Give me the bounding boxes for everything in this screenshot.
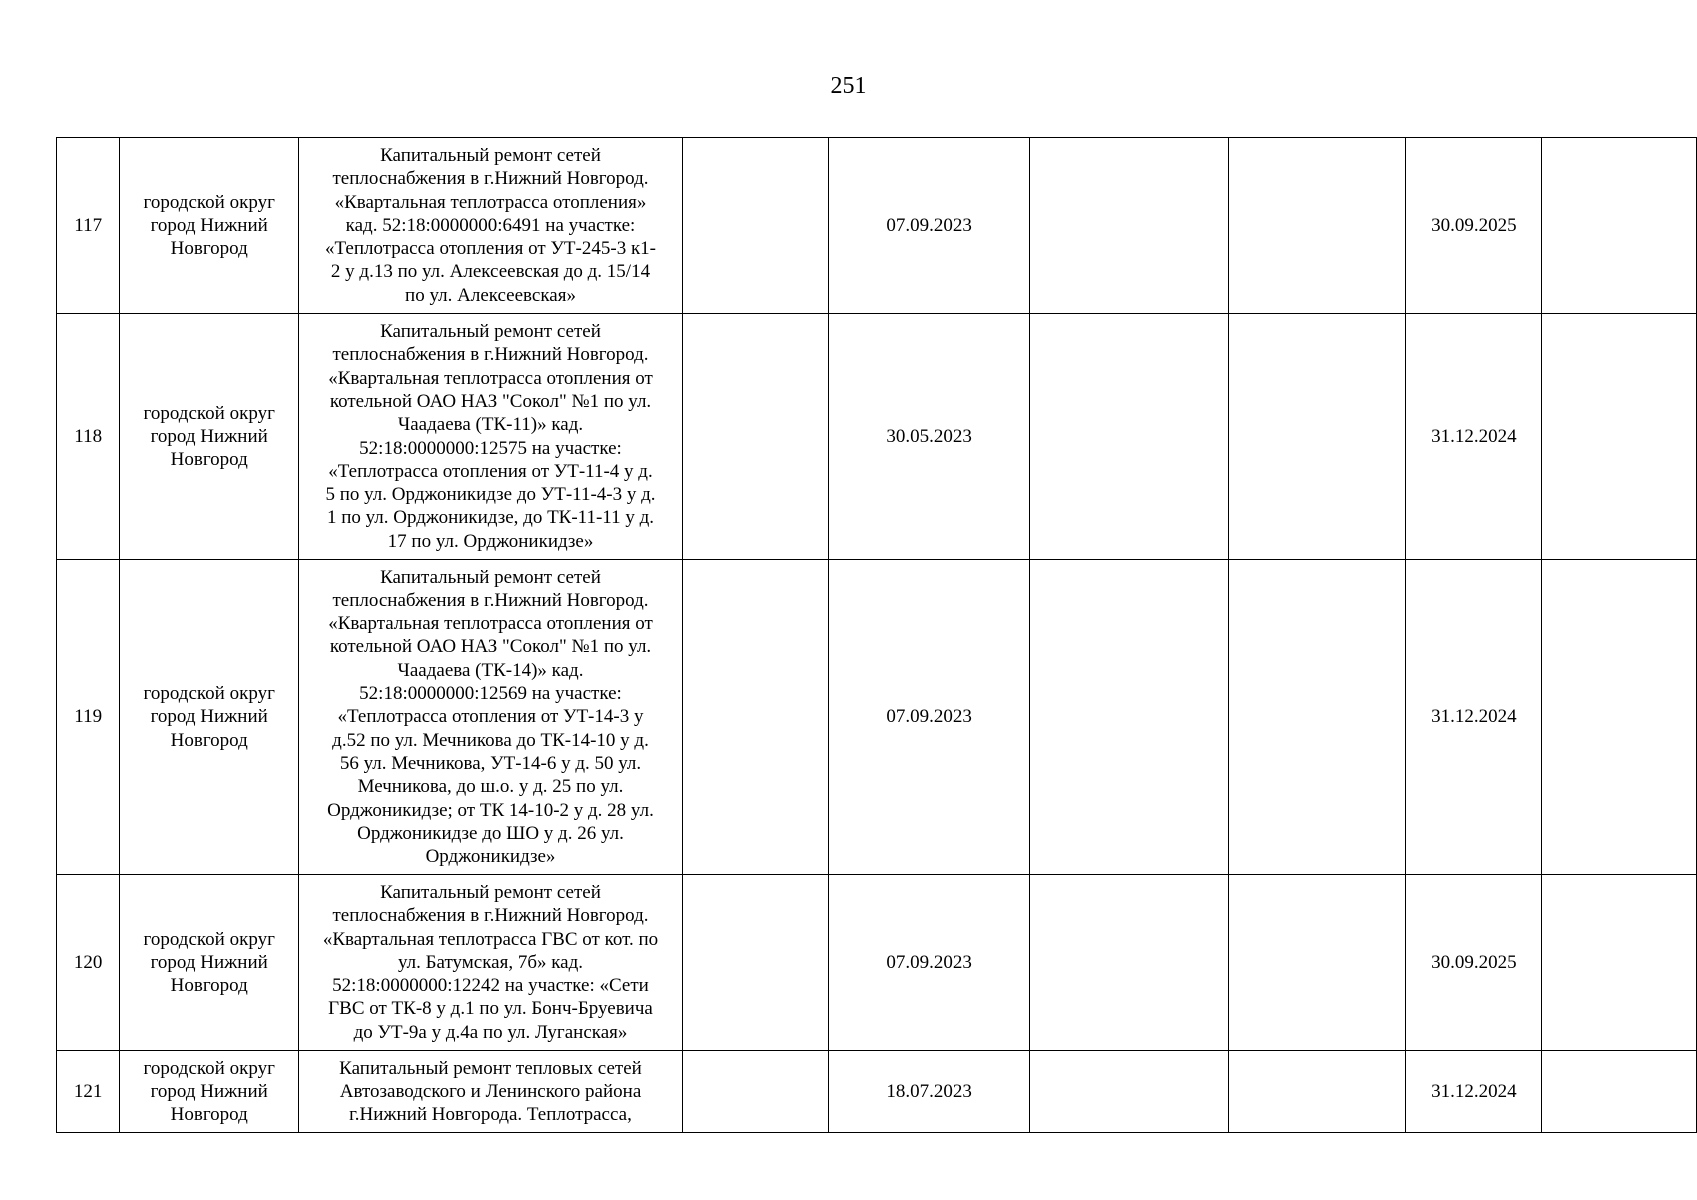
description-line: Капитальный ремонт сетей <box>380 321 601 343</box>
description-line: «Квартальная теплотрасса отопления от <box>328 613 653 635</box>
municipality-line: Новгород <box>170 1104 248 1126</box>
municipality-line: город Нижний <box>150 425 268 447</box>
municipality-cell <box>120 138 299 314</box>
description-line: котельной ОАО НАЗ "Сокол" №1 по ул. <box>329 390 652 412</box>
municipality-line: городской округ <box>143 683 275 705</box>
municipality-line: городской округ <box>143 402 275 424</box>
description-line: 52:18:0000000:12569 на участке: <box>359 683 622 705</box>
empty-cell <box>1228 875 1406 1051</box>
description-cell <box>299 314 683 560</box>
description-cell <box>299 138 683 314</box>
description-line: д.52 по ул. Мечникова до ТК-14-10 у д. <box>332 729 649 751</box>
empty-cell <box>682 560 828 875</box>
municipality-line: Новгород <box>170 449 248 471</box>
page-number: 251 <box>830 73 867 99</box>
description-line: 1 по ул. Орджоникидзе, до ТК-11-11 у д. <box>326 507 655 529</box>
description-line: «Теплотрасса отопления от УТ-14-3 у <box>337 706 644 728</box>
start-date-cell: 07.09.2023 <box>829 560 1030 875</box>
description-line: Капитальный ремонт сетей <box>380 881 601 903</box>
description-line: 17 по ул. Орджоникидзе» <box>387 530 594 552</box>
description-line: теплоснабжения в г.Нижний Новгород. <box>332 168 649 190</box>
description-line: Капитальный ремонт тепловых сетей <box>339 1057 642 1079</box>
empty-cell <box>1228 1051 1406 1133</box>
description-line: Орджоникидзе; от ТК 14-10-2 у д. 28 ул. <box>327 799 654 821</box>
table-row <box>57 1051 1697 1133</box>
description-line: 2 у д.13 по ул. Алексеевская до д. 15/14 <box>330 261 651 283</box>
municipality-line: город Нижний <box>150 1080 268 1102</box>
start-date-cell: 30.05.2023 <box>829 314 1030 560</box>
description-line: Капитальный ремонт сетей <box>380 144 601 166</box>
municipality-line: городской округ <box>143 928 275 950</box>
municipality-line: Новгород <box>170 729 248 751</box>
end-date-cell: 30.09.2025 <box>1406 138 1542 314</box>
empty-cell <box>682 314 828 560</box>
description-line: «Квартальная теплотрасса отопления» <box>334 191 647 213</box>
empty-cell <box>1030 138 1228 314</box>
description-line: теплоснабжения в г.Нижний Новгород. <box>332 344 649 366</box>
municipality-line: город Нижний <box>150 951 268 973</box>
description-line: Орджоникидзе» <box>425 846 556 868</box>
description-line: Орджоникидзе до ШО у д. 26 ул. <box>357 822 624 844</box>
description-line: Мечникова, до ш.о. у д. 25 по ул. <box>357 776 624 798</box>
description-line: г.Нижний Новгорода. Теплотрасса, <box>349 1104 632 1126</box>
description-line: 5 по ул. Орджоникидзе до УТ-11-4-3 у д. <box>325 484 656 506</box>
row-number-cell: 119 <box>57 560 120 875</box>
description-line: котельной ОАО НАЗ "Сокол" №1 по ул. <box>329 636 652 658</box>
municipality-line: город Нижний <box>150 214 268 236</box>
end-date-cell: 31.12.2024 <box>1406 1051 1542 1133</box>
start-date-cell: 07.09.2023 <box>829 138 1030 314</box>
municipality-cell <box>120 314 299 560</box>
empty-cell <box>1542 1051 1697 1133</box>
empty-cell <box>1542 875 1697 1051</box>
table-row <box>57 560 1697 875</box>
description-cell <box>299 560 683 875</box>
row-number-cell: 120 <box>57 875 120 1051</box>
table-row <box>57 138 1697 314</box>
empty-cell <box>1542 560 1697 875</box>
empty-cell <box>682 138 828 314</box>
empty-cell <box>1228 314 1406 560</box>
municipality-line: город Нижний <box>150 706 268 728</box>
municipality-line: Новгород <box>170 975 248 997</box>
row-number-cell: 118 <box>57 314 120 560</box>
description-line: 56 ул. Мечникова, УТ-14-6 у д. 50 ул. <box>339 752 642 774</box>
end-date-cell: 31.12.2024 <box>1406 314 1542 560</box>
description-cell <box>299 875 683 1051</box>
description-line: теплоснабжения в г.Нижний Новгород. <box>332 905 649 927</box>
municipality-cell <box>120 875 299 1051</box>
municipality-line: городской округ <box>143 191 275 213</box>
empty-cell <box>1542 138 1697 314</box>
start-date-cell: 18.07.2023 <box>829 1051 1030 1133</box>
description-line: «Квартальная теплотрасса отопления от <box>328 367 653 389</box>
empty-cell <box>1228 138 1406 314</box>
empty-cell <box>1228 560 1406 875</box>
empty-cell <box>1030 1051 1228 1133</box>
description-line: «Теплотрасса отопления от УТ-245-3 к1- <box>325 238 656 260</box>
empty-cell <box>682 875 828 1051</box>
description-line: Автозаводского и Ленинского района <box>339 1080 642 1102</box>
description-line: 52:18:0000000:12242 на участке: «Сети <box>332 975 649 997</box>
empty-cell <box>1030 314 1228 560</box>
description-line: 52:18:0000000:12575 на участке: <box>359 437 622 459</box>
row-number-cell: 121 <box>57 1051 120 1133</box>
row-number-cell: 117 <box>57 138 120 314</box>
table-row <box>57 875 1697 1051</box>
description-line: «Теплотрасса отопления от УТ-11-4 у д. <box>328 460 653 482</box>
empty-cell <box>1030 875 1228 1051</box>
description-line: Чаадаева (ТК-14)» кад. <box>397 659 584 681</box>
empty-cell <box>1542 314 1697 560</box>
description-line: Капитальный ремонт сетей <box>380 566 601 588</box>
description-line: «Квартальная теплотрасса ГВС от кот. по <box>322 928 659 950</box>
municipality-cell <box>120 560 299 875</box>
registry-table <box>56 137 1697 1133</box>
empty-cell <box>682 1051 828 1133</box>
municipality-line: городской округ <box>143 1057 275 1079</box>
description-line: Чаадаева (ТК-11)» кад. <box>397 414 584 436</box>
description-line: ул. Батумская, 7б» кад. <box>397 951 584 973</box>
municipality-line: Новгород <box>170 238 248 260</box>
description-line: по ул. Алексеевская» <box>405 284 576 306</box>
end-date-cell: 30.09.2025 <box>1406 875 1542 1051</box>
description-line: до УТ-9а у д.4а по ул. Луганская» <box>353 1021 628 1043</box>
description-line: ГВС от ТК-8 у д.1 по ул. Бонч-Бруевича <box>328 998 653 1020</box>
registry-table-body <box>57 138 1697 1133</box>
start-date-cell: 07.09.2023 <box>829 875 1030 1051</box>
description-line: теплоснабжения в г.Нижний Новгород. <box>332 589 649 611</box>
municipality-cell <box>120 1051 299 1133</box>
table-row <box>57 314 1697 560</box>
description-cell <box>299 1051 683 1133</box>
end-date-cell: 31.12.2024 <box>1406 560 1542 875</box>
empty-cell <box>1030 560 1228 875</box>
description-line: кад. 52:18:0000000:6491 на участке: <box>345 214 636 236</box>
